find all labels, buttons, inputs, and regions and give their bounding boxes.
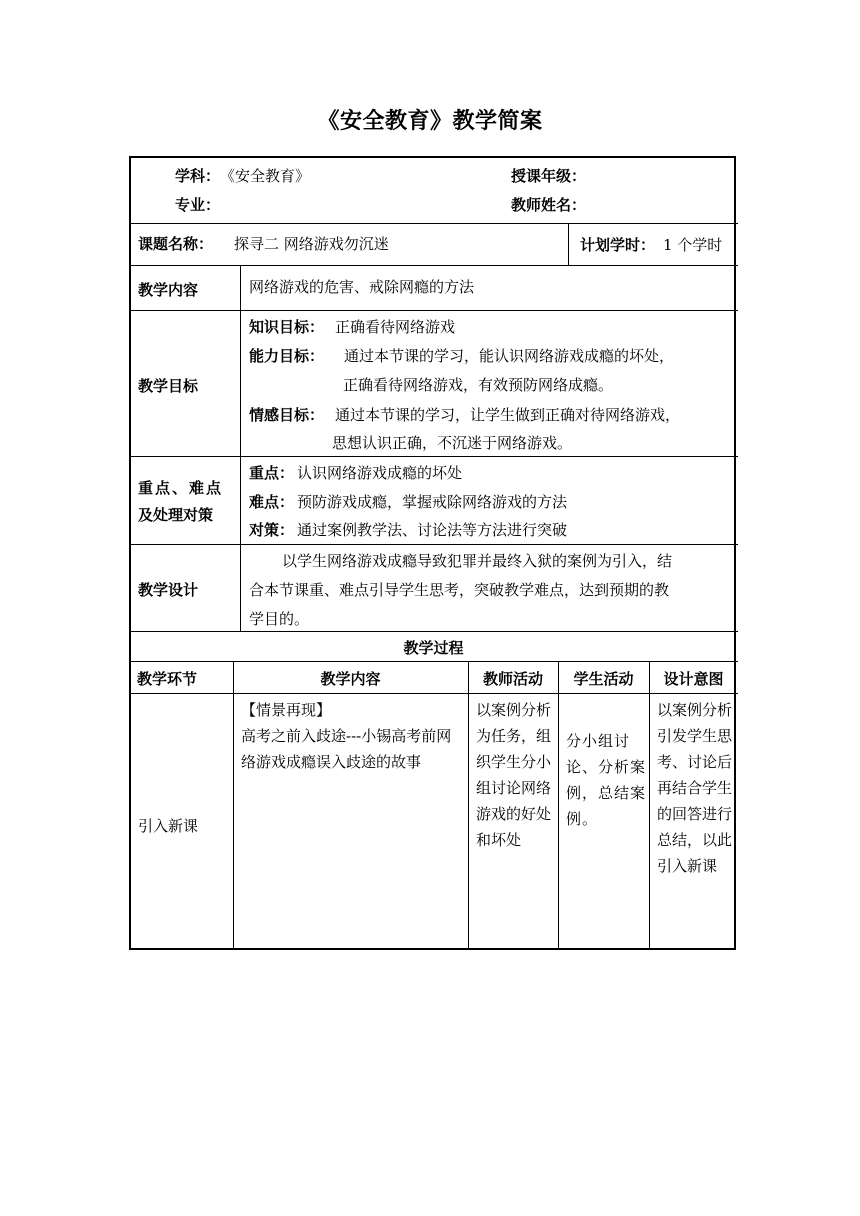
row-divider xyxy=(129,265,738,266)
student-activity-cell: 分小组讨论、分析案例，总结案例。 xyxy=(566,732,647,828)
focus-value: 认识网络游戏成瘾的坏处 xyxy=(297,464,463,482)
strategy-label: 对策： xyxy=(249,521,295,539)
hours-value: 1 个学时 xyxy=(663,236,723,254)
subject-value: 《安全教育》 xyxy=(220,167,311,185)
content-cell xyxy=(241,697,463,775)
col-divider xyxy=(233,661,234,950)
row-divider xyxy=(129,544,738,545)
column-header-student: 学生活动 xyxy=(573,670,634,688)
strategy-value: 通过案例教学法、讨论法等方法进行突破 xyxy=(297,521,568,539)
col-divider xyxy=(468,661,469,950)
column-header-teacher: 教师活动 xyxy=(482,670,543,688)
knowledge-label: 知识目标： xyxy=(249,318,325,336)
keypoints-label-line-1: 重点、难点 xyxy=(138,479,224,497)
row-divider xyxy=(129,223,738,224)
col-divider xyxy=(240,265,241,631)
content-cell-heading: 【情景再现】 xyxy=(241,701,332,719)
design-line-3: 学目的。 xyxy=(249,610,310,628)
emotion-line-2: 思想认识正确，不沉迷于网络游戏。 xyxy=(332,434,573,452)
column-header-intent: 设计意图 xyxy=(663,670,724,688)
knowledge-value: 正确看待网络游戏 xyxy=(335,318,456,336)
teacher-activity-cell: 以案例分析为任务，组织学生分小组讨论网络游戏的好处和坏处 xyxy=(476,701,552,849)
difficulty-label: 难点： xyxy=(249,493,295,511)
content-label: 教学内容 xyxy=(138,281,199,299)
row-divider xyxy=(129,631,738,632)
row-divider xyxy=(129,693,738,694)
col-divider xyxy=(649,661,650,950)
row-divider xyxy=(129,456,738,457)
difficulty-value: 预防游戏成瘾，掌握戒除网络游戏的方法 xyxy=(297,493,568,511)
design-line-2: 合本节课重、难点引导学生思考，突破教学难点，达到预期的教 xyxy=(249,581,670,599)
topic-value: 探寻二 网络游戏勿沉迷 xyxy=(234,235,389,253)
subject-label: 学科： xyxy=(175,167,221,185)
ability-line-2: 正确看待网络游戏，有效预防网络成瘾。 xyxy=(343,376,614,394)
topic-label: 课题名称： xyxy=(138,235,214,253)
design-line-1: 以学生网络游戏成瘾导致犯罪并最终入狱的案例为引入，结 xyxy=(282,552,673,570)
grade-label: 授课年级： xyxy=(511,167,587,185)
focus-label: 重点： xyxy=(249,464,295,482)
design-intent-cell: 以案例分析引发学生思考、讨论后再结合学生的回答进行总结，以此引入新课 xyxy=(657,701,733,875)
stage-cell: 引入新课 xyxy=(138,817,199,835)
column-header-content: 教学内容 xyxy=(320,670,381,688)
content-value: 网络游戏的危害、戒除网瘾的方法 xyxy=(249,278,475,296)
ability-label: 能力目标： xyxy=(249,347,325,365)
column-header-stage: 教学环节 xyxy=(137,670,198,688)
document-title: 《安全教育》教学简案 xyxy=(317,109,543,134)
major-label: 专业： xyxy=(175,196,221,214)
goals-label: 教学目标 xyxy=(138,377,199,395)
emotion-label: 情感目标： xyxy=(249,406,325,424)
teacher-label: 教师姓名： xyxy=(511,196,587,214)
content-cell-body: 高考之前入歧途---小锡高考前网络游戏成瘾误入歧途的故事 xyxy=(241,727,452,771)
emotion-line-1: 通过本节课的学习，让学生做到正确对待网络游戏， xyxy=(335,406,681,424)
keypoints-label-line-2: 及处理对策 xyxy=(138,506,214,524)
process-title: 教学过程 xyxy=(403,639,464,657)
row-divider xyxy=(129,310,738,311)
col-divider xyxy=(568,223,569,265)
design-label: 教学设计 xyxy=(138,581,199,599)
row-divider xyxy=(129,661,738,662)
ability-line-1: 通过本节课的学习，能认识网络游戏成瘾的坏处， xyxy=(344,347,675,365)
col-divider xyxy=(558,661,559,950)
hours-label: 计划学时： xyxy=(580,236,656,254)
